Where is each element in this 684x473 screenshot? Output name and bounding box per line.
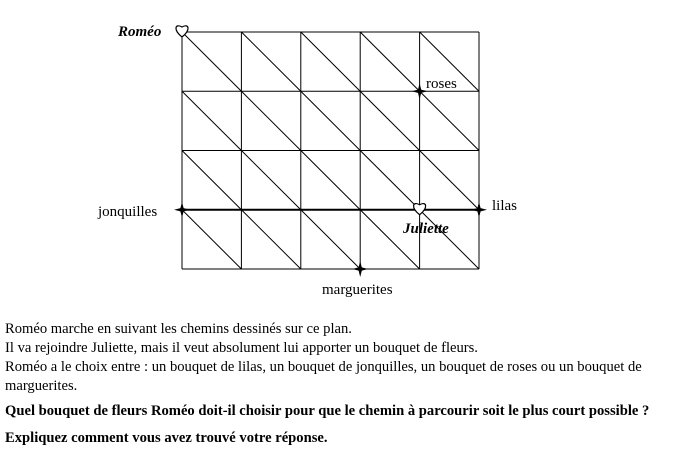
grid-diagonal-line [182,91,241,150]
grid-diagonal-line [420,210,479,269]
grid-diagonal-line [301,210,360,269]
grid-diagonal-line [182,151,241,210]
label-roses: roses [426,76,457,92]
grid-diagonal-line [360,91,419,150]
grid-diagonal-line [301,32,360,91]
grid-diagonal-line [360,210,419,269]
juliette-heart-icon [414,204,426,215]
romeo-heart-icon [176,26,188,37]
intro-line-2: Il va rejoindre Juliette, mais il veut absolument lui apporter un bouquet de fleurs. [5,340,478,356]
label-juliette: Juliette [403,221,449,237]
grid-diagonal-line [241,151,300,210]
grid-diagonal-line [241,32,300,91]
grid-diagonal-line [360,32,419,91]
grid-diagonal-line [420,91,479,150]
label-jonquilles: jonquilles [98,204,158,220]
grid-diagonal-line [182,210,241,269]
intro-line-1: Roméo marche en suivant les chemins dessinés sur ce plan. [5,321,352,337]
grid-diagonal-line [420,151,479,210]
instruction: Expliquez comment vous avez trouvé votre réponse. [5,430,328,446]
problem-statement [5,320,681,448]
label-romeo: Roméo [118,24,162,40]
grid-diagonal-line [301,91,360,150]
grid-diagonal-line [360,151,419,210]
label-marguerites: marguerites [322,282,393,298]
grid-diagonal-line [301,151,360,210]
question: Quel bouquet de fleurs Roméo doit-il choisir pour que le chemin à parcourir soit le plus court possible ? [5,403,650,419]
grid-diagonal-line [241,91,300,150]
grid-diagonal-line [241,210,300,269]
label-lilas: lilas [492,198,517,214]
intro-line-3: Roméo a le choix entre : un bouquet de lilas, un bouquet de jonquilles, un bouquet de roses ou un bouquet de marguerites. [5,359,642,394]
grid-diagonal-line [182,32,241,91]
